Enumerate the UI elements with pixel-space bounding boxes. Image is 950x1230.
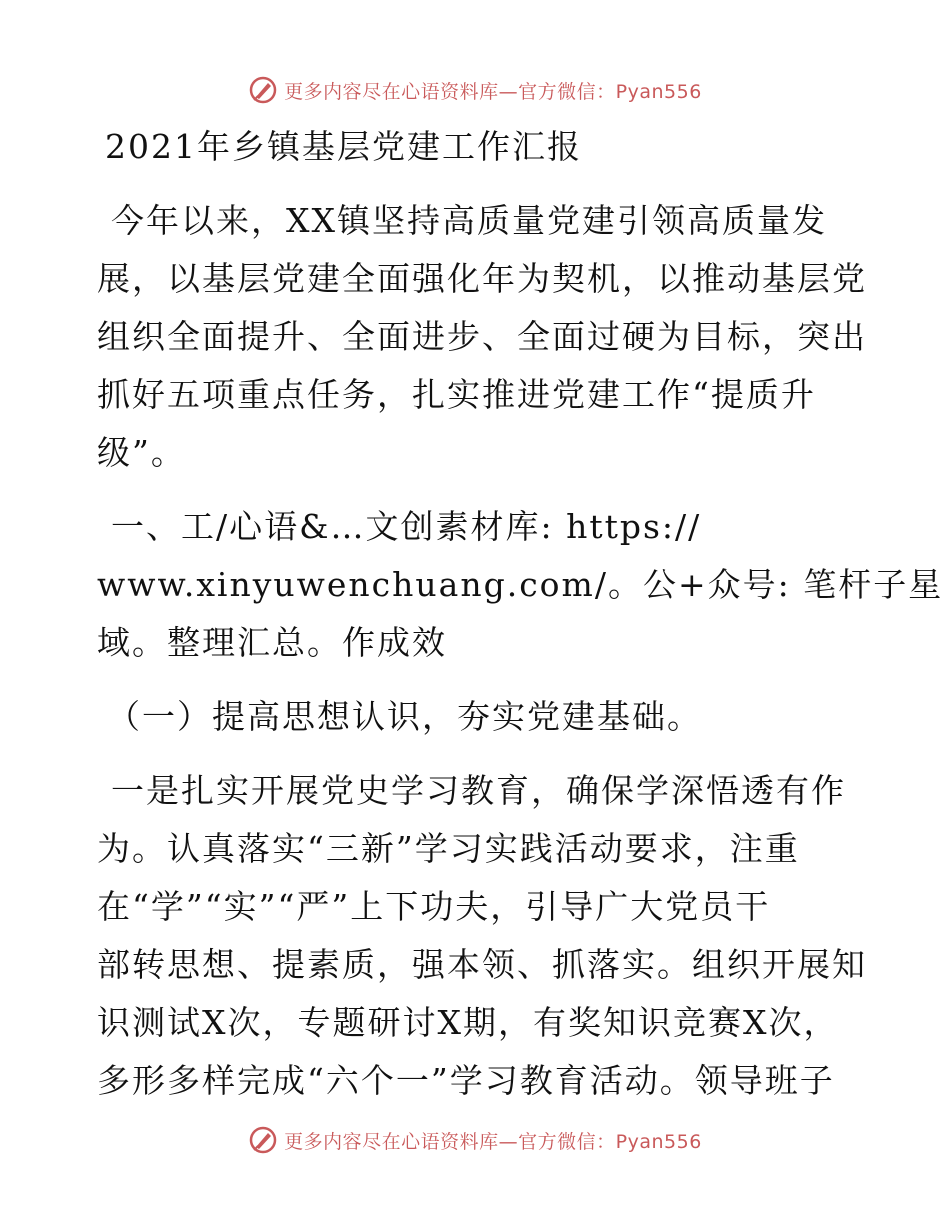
- body-paragraph: [97, 762, 867, 1110]
- document-body: [97, 118, 944, 1110]
- watermark-text: 更多内容尽在心语资料库—官方微信：Pyan556: [284, 1130, 702, 1153]
- body-line: 识测试X次，专题研讨X期，有奖知识竞赛X次，: [97, 1003, 839, 1042]
- quill-seal-logo-icon: [248, 1125, 278, 1155]
- intro-paragraph: [97, 192, 867, 482]
- intro-line: 级”。: [97, 433, 186, 472]
- header-watermark: [0, 73, 950, 107]
- subsection-heading: （一）提高思想认识，夯实党建基础。: [107, 697, 702, 736]
- intro-line: 组织全面提升、全面进步、全面过硬为目标，突出: [97, 317, 867, 356]
- body-line: 部转思想、提素质，强本领、抓落实。组织开展知: [97, 945, 867, 984]
- body-line: 为。认真落实“三新”学习实践活动要求，注重: [97, 829, 800, 868]
- quill-seal-logo-icon: [248, 75, 278, 105]
- section-heading-block: [97, 498, 944, 672]
- section-line: 域。整理汇总。作成效: [97, 623, 447, 662]
- intro-line: 抓好五项重点任务，扎实推进党建工作“提质升: [97, 375, 816, 414]
- body-line: 一是扎实开展党史学习教育，确保学深悟透有作: [111, 771, 846, 810]
- intro-line: 展，以基层党建全面强化年为契机，以推动基层党: [97, 259, 867, 298]
- section-line: 一、工/心语&…文创素材库: https://: [111, 507, 702, 546]
- intro-line: 今年以来，XX镇坚持高质量党建引领高质量发: [111, 201, 827, 240]
- body-line: 在“学”“实”“严”上下功夫，引导广大党员干: [97, 887, 771, 926]
- section-line: www.xinyuwenchuang.com/。公+众号: 笔杆子星: [97, 565, 944, 604]
- footer-watermark: [0, 1123, 950, 1157]
- body-line: 多形多样完成“六个一”学习教育活动。领导班子: [97, 1061, 835, 1100]
- watermark-text: 更多内容尽在心语资料库—官方微信：Pyan556: [284, 80, 702, 103]
- document-title: 2021年乡镇基层党建工作汇报: [105, 127, 582, 166]
